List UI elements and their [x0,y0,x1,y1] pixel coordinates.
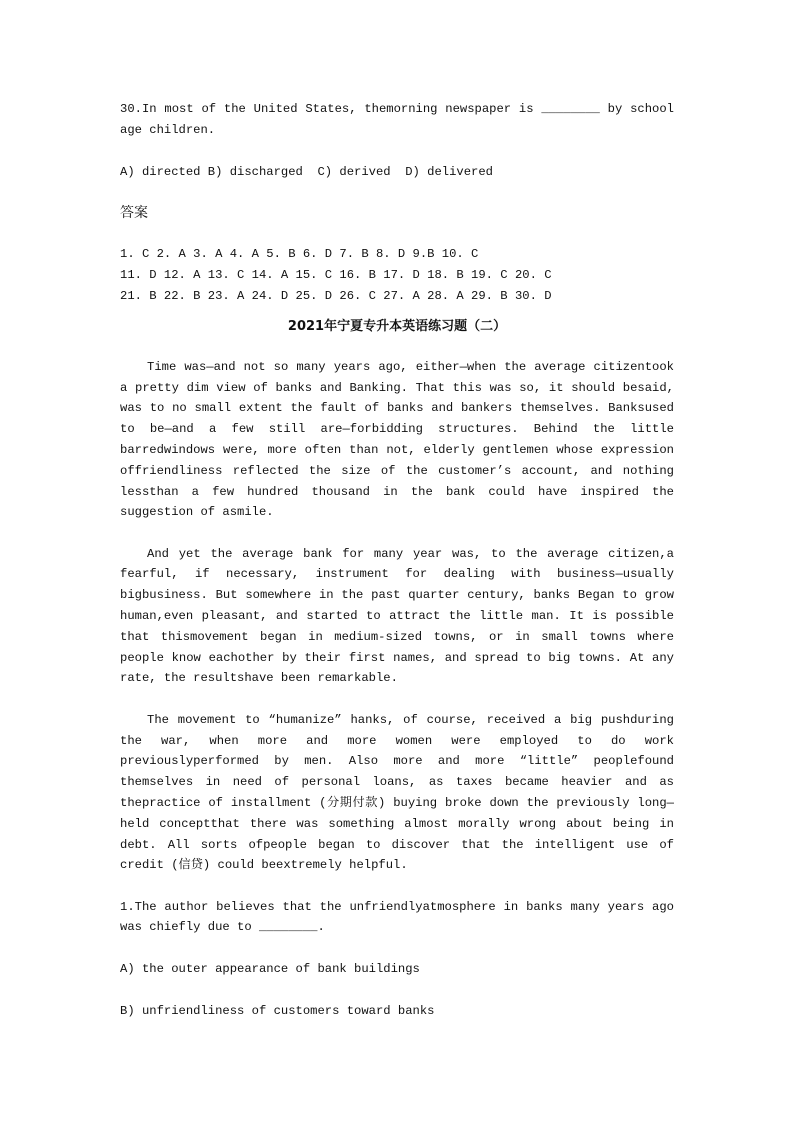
question-1-text: 1.The author believes that the unfriendlyatmosphere in banks many years ago was chiefly due to ________. [120,899,674,935]
passage-paragraph-1: Time was—and not so many years ago, either—when the average citizentook a pretty dim view of banks and Banking. That this was so, it should besaid, was to no small extent the fault of banks and bankers themselves. Banksused to be—and a few still are—forbidding structures. Behind the little barredwindows were, more often than not, elderly gentlemen whose expression offriendliness reflected the size of the customer’s account, and nothing lessthan a few hundred thousand in the bank could have inspired the suggestion of asmile. [120,359,674,520]
answer-line-1: 1. C 2. A 3. A 4. A 5. B 6. D 7. B 8. D 9.B 10. C [120,247,479,262]
question-30-choices: A) directed B) discharged C) derived D) delivered [120,164,493,179]
answer-key [120,244,674,306]
answer-heading: 答案 [120,205,148,222]
question-1-option-b: B) unfriendliness of customers toward banks [120,1004,435,1018]
answer-line-3: 21. B 22. B 23. A 24. D 25. D 26. C 27. A 28. A 29. B 30. D [120,288,552,303]
section-title: 2021年宁夏专升本英语练习题（二） [287,318,507,334]
passage-paragraph-3: The movement to “humanize” hanks, of course, received a big pushduring the war, when more and more women were employed to do work previouslyperformed by men. Also more and more “little” peoplefound themselves in need of personal loans, as taxes became heavier and as thepractice of installment (分期付款) buying broke down the previously long—held conceptthat there was something almost morally wrong about being in debt. All sorts ofpeople began to discover that the intelligent use of credit (信贷) could beextremely helpful. [120,712,674,873]
question-30-text: 30.In most of the United States, themorning newspaper is ________ by school age children. [120,102,674,137]
answer-line-2: 11. D 12. A 13. C 14. A 15. C 16. B 17. D 18. B 19. C 20. C [120,268,552,283]
question-1-option-a: A) the outer appearance of bank buildings [120,962,420,977]
document-page [120,99,674,1043]
passage-paragraph-2: And yet the average bank for many year was, to the average citizen,a fearful, if necessary, instrument for dealing with business—usually bigbusiness. But somewhere in the past quarter century, banks Began to grow human,even pleasant, and started to attract the little man. It is possible that thismovement began in medium-sized towns, or in small towns where people know eachother by their first names, and spread to big towns. At any rate, the resultshave been remarkable. [120,546,674,686]
